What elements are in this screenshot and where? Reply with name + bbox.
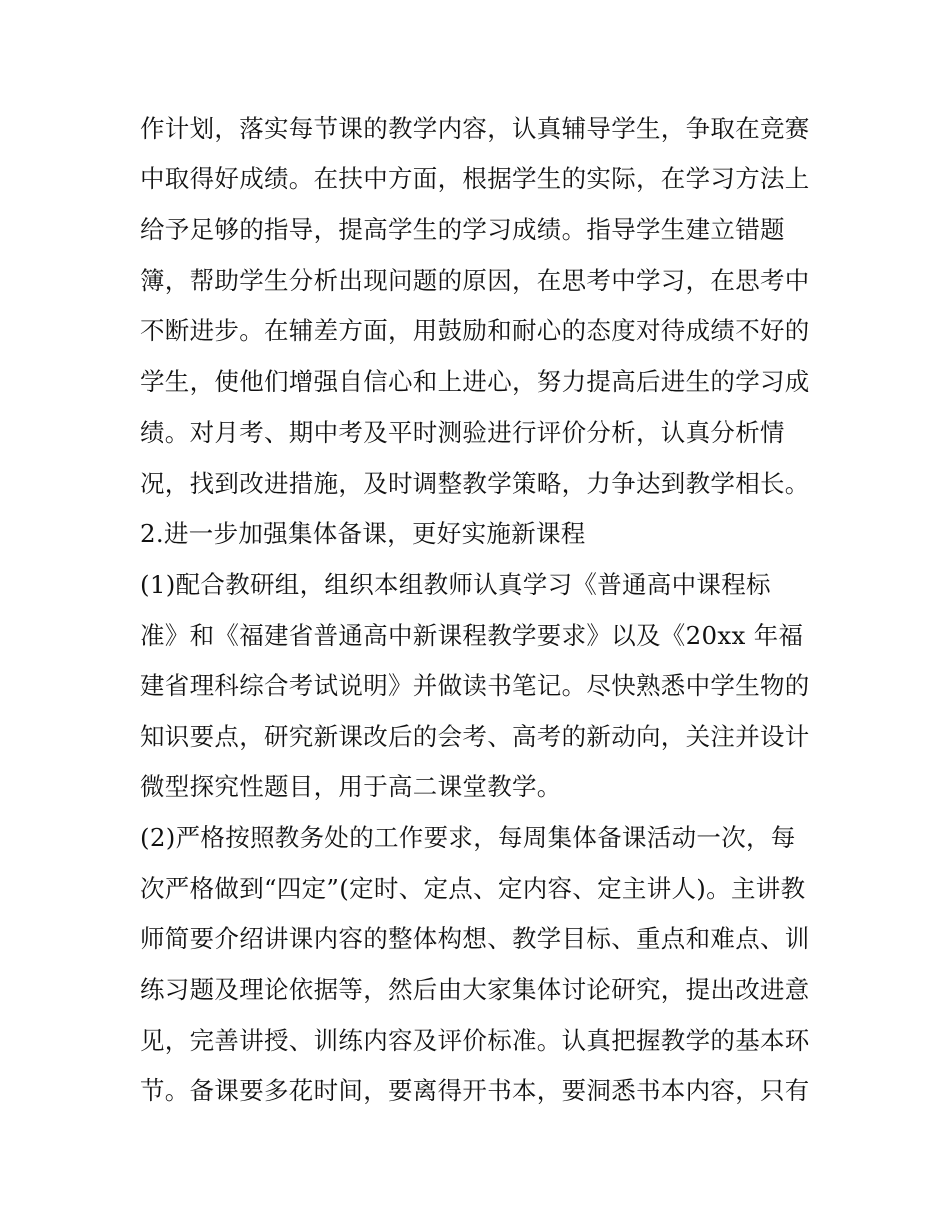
- text-line: 节。备课要多花时间，要离得开书本，要洞悉书本内容，只有: [140, 1076, 810, 1105]
- text-line: 簿，帮助学生分析出现问题的原因，在思考中学习，在思考中: [140, 266, 810, 295]
- text-line: (2)严格按照教务处的工作要求，每周集体备课活动一次，每: [140, 823, 796, 852]
- text-line: 师简要介绍讲课内容的整体构想、教学目标、重点和难点、训: [140, 924, 810, 953]
- text-line: (1)配合教研组，组织本组教师认真学习《普通高中课程标: [140, 570, 771, 599]
- text-line: 作计划，落实每节课的教学内容，认真辅导学生，争取在竞赛: [140, 114, 810, 143]
- text-line: 学生，使他们增强自信心和上进心，努力提高后进生的学习成: [140, 367, 810, 396]
- text-line: 建省理科综合考试说明》并做读书笔记。尽快熟悉中学生物的: [140, 671, 810, 700]
- text-line: 况，找到改进措施，及时调整教学策略，力争达到教学相长。: [140, 469, 810, 498]
- text-line: 次严格做到“四定”(定时、定点、定内容、定主讲人)。主讲教: [140, 874, 806, 903]
- text-line: 练习题及理论依据等，然后由大家集体讨论研究，提出改进意: [140, 975, 810, 1004]
- text-line: 不断进步。在辅差方面，用鼓励和耐心的态度对待成绩不好的: [140, 316, 810, 345]
- text-line: 准》和《福建省普通高中新课程教学要求》以及《20xx 年福: [140, 621, 804, 650]
- text-line: 见，完善讲授、训练内容及评价标准。认真把握教学的基本环: [140, 1026, 810, 1055]
- text-line: 绩。对月考、期中考及平时测验进行评价分析，认真分析情: [140, 418, 785, 447]
- text-line: 知识要点，研究新课改后的会考、高考的新动向，关注并设计: [140, 722, 810, 751]
- text-line: 给予足够的指导，提高学生的学习成绩。指导学生建立错题: [140, 215, 785, 244]
- section-heading: 2.进一步加强集体备课，更好实施新课程: [140, 519, 586, 548]
- text-line: 中取得好成绩。在扶中方面，根据学生的实际，在学习方法上: [140, 164, 810, 193]
- text-line: 微型探究性题目，用于高二课堂教学。: [140, 772, 562, 801]
